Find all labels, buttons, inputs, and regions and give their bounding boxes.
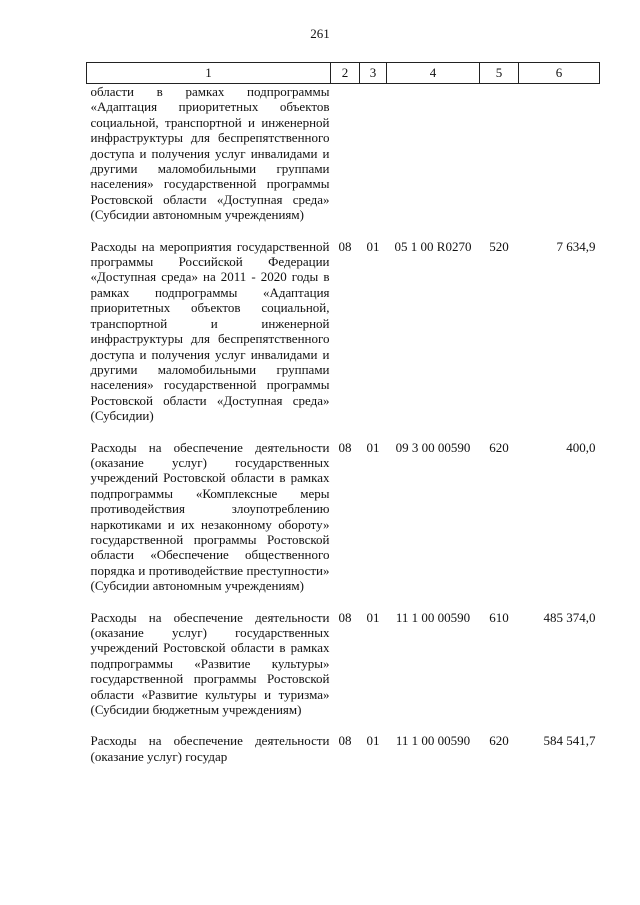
row-description: Расходы на обеспечение деятельности (оказание услуг) государ — [90, 733, 330, 764]
row-description: Расходы на обеспечение деятельности (оказание услуг) государственных учреждений Ростовской области в рамках подпрограммы «Комплексные меры противодействия злоупотреблению наркотиками и их незаконному обороту» государственной программы Ростовской области «Обеспечение общественного порядка и противодействие преступности» (Субсидии автономным учреждениям) — [90, 439, 330, 594]
header-col-5: 5 — [480, 63, 519, 84]
row-target-article: 11 1 00 00590 — [395, 733, 471, 749]
budget-table — [86, 62, 600, 780]
table-row — [87, 84, 600, 239]
row-subsection-code: 01 — [366, 238, 380, 254]
table-row — [87, 239, 600, 440]
row-expense-type — [480, 84, 519, 239]
header-col-4: 4 — [387, 63, 480, 84]
row-section-code: 08 — [338, 238, 352, 254]
row-subsection-code: 01 — [366, 439, 380, 455]
row-amount: 584 541,7 — [543, 733, 596, 749]
header-col-6: 6 — [519, 63, 600, 84]
row-section-code — [331, 84, 360, 239]
row-subsection-code — [360, 84, 387, 239]
table-row — [87, 610, 600, 734]
row-subsection-code: 01 — [366, 609, 380, 625]
row-amount: 7 634,9 — [556, 238, 596, 254]
header-col-3: 3 — [360, 63, 387, 84]
row-target-article: 11 1 00 00590 — [395, 609, 471, 625]
row-expense-type: 520 — [489, 238, 509, 254]
header-col-1: 1 — [87, 63, 331, 84]
row-amount: 400,0 — [566, 439, 596, 455]
row-target-article — [387, 84, 480, 239]
row-section-code: 08 — [338, 439, 352, 455]
table-row — [87, 733, 600, 780]
table-header-row — [87, 63, 600, 84]
row-section-code: 08 — [338, 609, 352, 625]
row-description: Расходы на мероприятия государственной программы Российской Федерации «Доступная среда» на 2011 - 2020 годы в рамках подпрограммы «Адаптация приоритетных объектов социальной, транспортной и инженерной инфраструктуры для беспрепятственного доступа и получения услуг инвалидами и другими маломобильными группами населения» государственной программы Ростовской области «Доступная среда» (Субсидии) — [90, 238, 330, 424]
row-expense-type: 620 — [489, 733, 509, 749]
table-row — [87, 440, 600, 610]
row-description: Расходы на обеспечение деятельности (оказание услуг) государственных учреждений Ростовской области в рамках подпрограммы «Развитие культуры» государственной программы Ростовской области «Развитие культуры и туризма» (Субсидии бюджетным учреждениям) — [90, 609, 330, 718]
row-description: области в рамках подпрограммы «Адаптация приоритетных объектов социальной, транспортной и инженерной инфраструктуры для беспрепятственного доступа и получения услуг инвалидами и другими маломобильными группами населения» государственной программы Ростовской области «Доступная среда» (Субсидии автономным учреждениям) — [90, 84, 330, 223]
row-target-article: 05 1 00 R0270 — [394, 238, 472, 254]
page-number: 261 — [310, 26, 330, 41]
row-section-code: 08 — [338, 733, 352, 749]
row-amount: 485 374,0 — [543, 609, 596, 625]
row-subsection-code: 01 — [366, 733, 380, 749]
row-target-article: 09 3 00 00590 — [395, 439, 471, 455]
header-col-2: 2 — [331, 63, 360, 84]
row-expense-type: 620 — [489, 439, 509, 455]
row-amount — [519, 84, 600, 239]
row-expense-type: 610 — [489, 609, 509, 625]
